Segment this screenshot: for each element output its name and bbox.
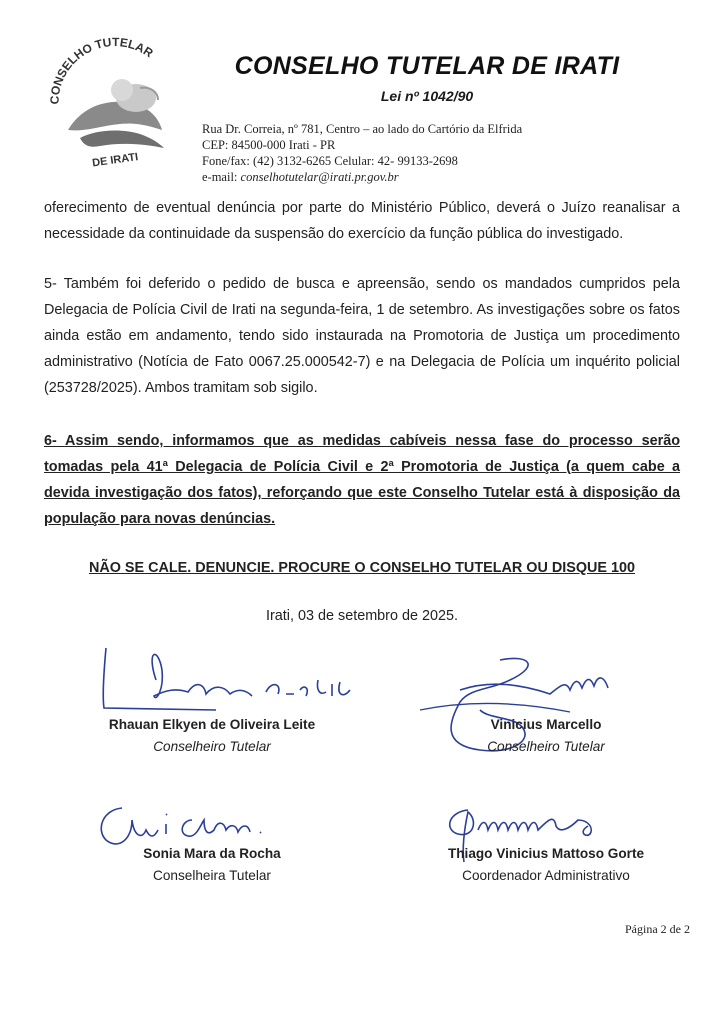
signer-role: Conselheira Tutelar [153, 868, 271, 883]
signer-role: Conselheiro Tutelar [153, 739, 271, 754]
signature-block-vinicius [396, 717, 696, 754]
signature-block-sonia [62, 846, 362, 883]
signature-block-thiago [396, 846, 696, 883]
signature-block-rhauan [62, 717, 362, 754]
signer-name: Sonia Mara da Rocha [143, 846, 281, 861]
dateline: Irati, 03 de setembro de 2025. [266, 608, 458, 624]
council-logo [40, 30, 190, 170]
slogan: NÃO SE CALE. DENUNCIE. PROCURE O CONSELHO TUTELAR OU DISQUE 100 [88, 560, 636, 576]
paragraph-continuation: oferecimento de eventual denúncia por parte do Ministério Público, deverá o Juízo reanalisar a necessidade da continuidade da suspensão do exercício da função pública do investigado. [44, 200, 680, 242]
address-street: Rua Dr. Correia, nº 781, Centro – ao lado do Cartório da Elfrida [202, 122, 523, 136]
signer-name: Rhauan Elkyen de Oliveira Leite [108, 717, 316, 732]
address-postal: CEP: 84500-000 Irati - PR [202, 138, 336, 152]
address-block [202, 121, 622, 185]
signer-name: Vinicius Marcello [490, 717, 602, 732]
law-reference: Lei nº 1042/90 [380, 88, 474, 104]
svg-text:CONSELHO TUTELAR: CONSELHO TUTELAR [47, 35, 156, 105]
paragraph-item-6: 6- Assim sendo, informamos que as medidas cabíveis nessa fase do processo serão tomadas pela 41ª Delegacia de Polícia Civil e 2ª Promotoria de Justiça (a quem cabe a devida investigação dos fatos), reforçando que este Conselho Tutelar está à disposição da população para novas denúncias. [44, 433, 680, 527]
address-phone: Fone/fax: (42) 3132-6265 Celular: 42- 99133-2698 [202, 154, 458, 168]
signer-role: Conselheiro Tutelar [487, 739, 605, 754]
svg-text:DE IRATI: DE IRATI [91, 151, 139, 170]
address-email [202, 169, 622, 185]
email-value: conselhotutelar@irati.pr.gov.br [240, 170, 399, 184]
page-number: Página 2 de 2 [625, 922, 690, 936]
signer-name: Thiago Vinicius Mattoso Gorte [447, 846, 645, 861]
email-label: e-mail: [202, 170, 238, 184]
paragraph-item-5: 5- Também foi deferido o pedido de busca e apreensão, sendo os mandados cumpridos pela Delegacia de Polícia Civil de Irati na segunda-feira, 1 de setembro. As investigações sobre os fatos ainda estão em andamento, tendo sido instaurada na Promotoria de Justiça um procedimento administrativo (Notícia de Fato 0067.25.000542-7) e na Delegacia de Polícia um inquérito policial (253728/2025). Ambos tramitam sob sigilo. [44, 276, 680, 396]
signer-role: Coordenador Administrativo [462, 868, 630, 883]
org-title: CONSELHO TUTELAR DE IRATI [234, 52, 620, 80]
